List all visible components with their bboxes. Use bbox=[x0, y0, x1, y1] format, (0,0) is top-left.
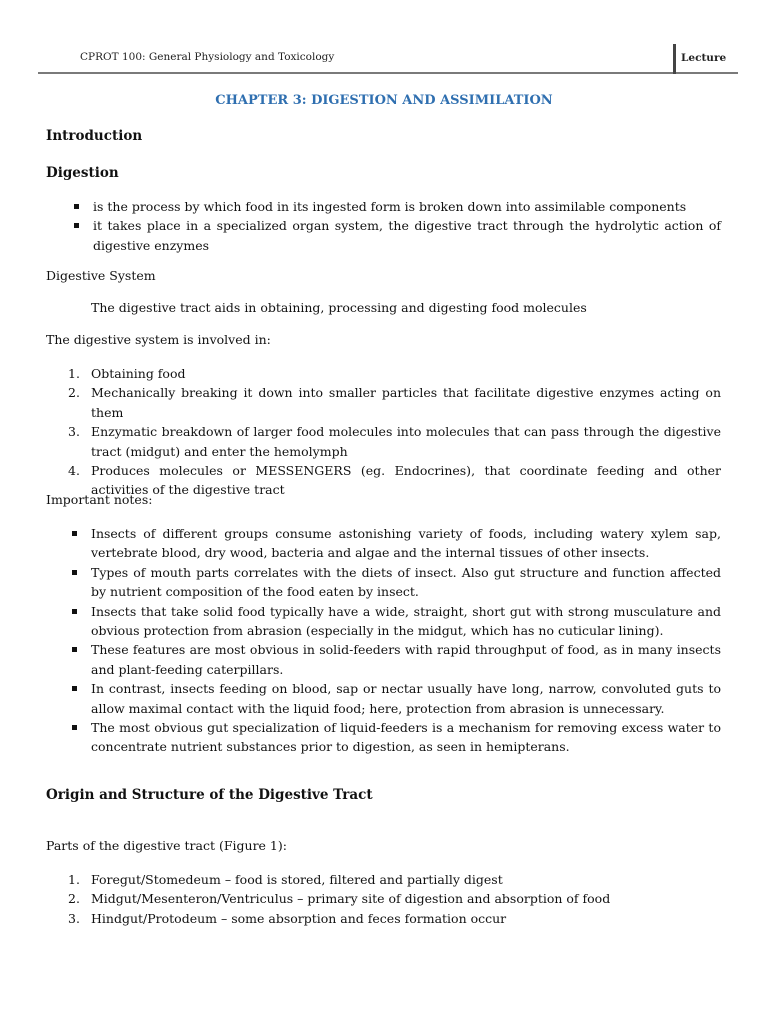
parts-intro: Parts of the digestive tract (Figure 1): bbox=[46, 838, 287, 853]
bullet-marker bbox=[72, 647, 77, 652]
header-divider bbox=[673, 44, 676, 74]
parts-numbered-list bbox=[68, 870, 721, 928]
list-item: 3. Hindgut/Protodeum – some absorption and feces formation occur bbox=[68, 910, 507, 926]
bullet-marker bbox=[74, 223, 79, 228]
digestion-bullet-list bbox=[93, 197, 721, 255]
list-item: Insects of different groups consume astonishing variety of foods, including watery xylem sap, vertebrate blood, dry wood, bacteria and algae and the internal tissues of other insects. bbox=[91, 524, 721, 563]
chapter-title: CHAPTER 3: DIGESTION AND ASSIMILATION bbox=[215, 93, 553, 108]
list-item: The most obvious gut specialization of liquid-feeders is a mechanism for removing excess water to concentrate nutrient substances prior to digestion, as seen in hemipterans. bbox=[91, 718, 721, 757]
involved-numbered-list bbox=[68, 364, 721, 500]
bullet-marker bbox=[72, 609, 77, 614]
page-header bbox=[38, 44, 738, 74]
introduction-heading: Introduction bbox=[46, 128, 143, 144]
origin-structure-heading: Origin and Structure of the Digestive Tract bbox=[46, 787, 373, 803]
bullet-marker bbox=[72, 725, 77, 730]
list-item: In contrast, insects feeding on blood, sap or nectar usually have long, narrow, convoluted guts to allow maximal contact with the liquid food; here, protection from abrasion is unnecessary. bbox=[91, 679, 721, 718]
bullet-marker bbox=[72, 570, 77, 575]
list-item: it takes place in a specialized organ system, the digestive tract through the hydrolytic action of digestive enzymes bbox=[93, 216, 721, 255]
list-item: 4. Produces molecules or MESSENGERS (eg. Endocrines), that coordinate feeding and other activities of the digestive tract bbox=[68, 463, 721, 498]
course-title: CPROT 100: General Physiology and Toxicology bbox=[80, 51, 335, 63]
digestive-system-description: The digestive tract aids in obtaining, processing and digesting food molecules bbox=[91, 300, 587, 315]
digestive-system-label: Digestive System bbox=[46, 268, 156, 283]
bullet-marker bbox=[72, 686, 77, 691]
bullet-marker bbox=[74, 204, 79, 209]
important-notes-list bbox=[91, 524, 721, 757]
list-item: 1. Obtaining food bbox=[68, 366, 186, 381]
list-item: 2. Midgut/Mesenteron/Ventriculus – primary site of digestion and absorption of food bbox=[68, 891, 611, 907]
digestion-heading: Digestion bbox=[46, 165, 119, 181]
important-notes-label: Important notes: bbox=[46, 492, 153, 507]
list-item: is the process by which food in its ingested form is broken down into assimilable components bbox=[93, 197, 721, 216]
involved-intro: The digestive system is involved in: bbox=[46, 332, 271, 347]
document-type-label: Lecture bbox=[681, 52, 727, 64]
list-item: Insects that take solid food typically have a wide, straight, short gut with strong musculature and obvious protection from abrasion (especially in the midgut, which has no cuticular lining). bbox=[91, 602, 721, 641]
bullet-marker bbox=[72, 531, 77, 536]
list-item: 1. Foregut/Stomedeum – food is stored, filtered and partially digest bbox=[68, 872, 503, 887]
list-item: These features are most obvious in solid-feeders with rapid throughput of food, as in many insects and plant-feeding caterpillars. bbox=[91, 640, 721, 679]
list-item: 2. Mechanically breaking it down into smaller particles that facilitate digestive enzymes acting on them bbox=[68, 385, 721, 420]
list-item: Types of mouth parts correlates with the diets of insect. Also gut structure and function affected by nutrient composition of the food eaten by insect. bbox=[91, 563, 721, 602]
list-item: 3. Enzymatic breakdown of larger food molecules into molecules that can pass through the digestive tract (midgut) and enter the hemolymph bbox=[68, 424, 721, 459]
